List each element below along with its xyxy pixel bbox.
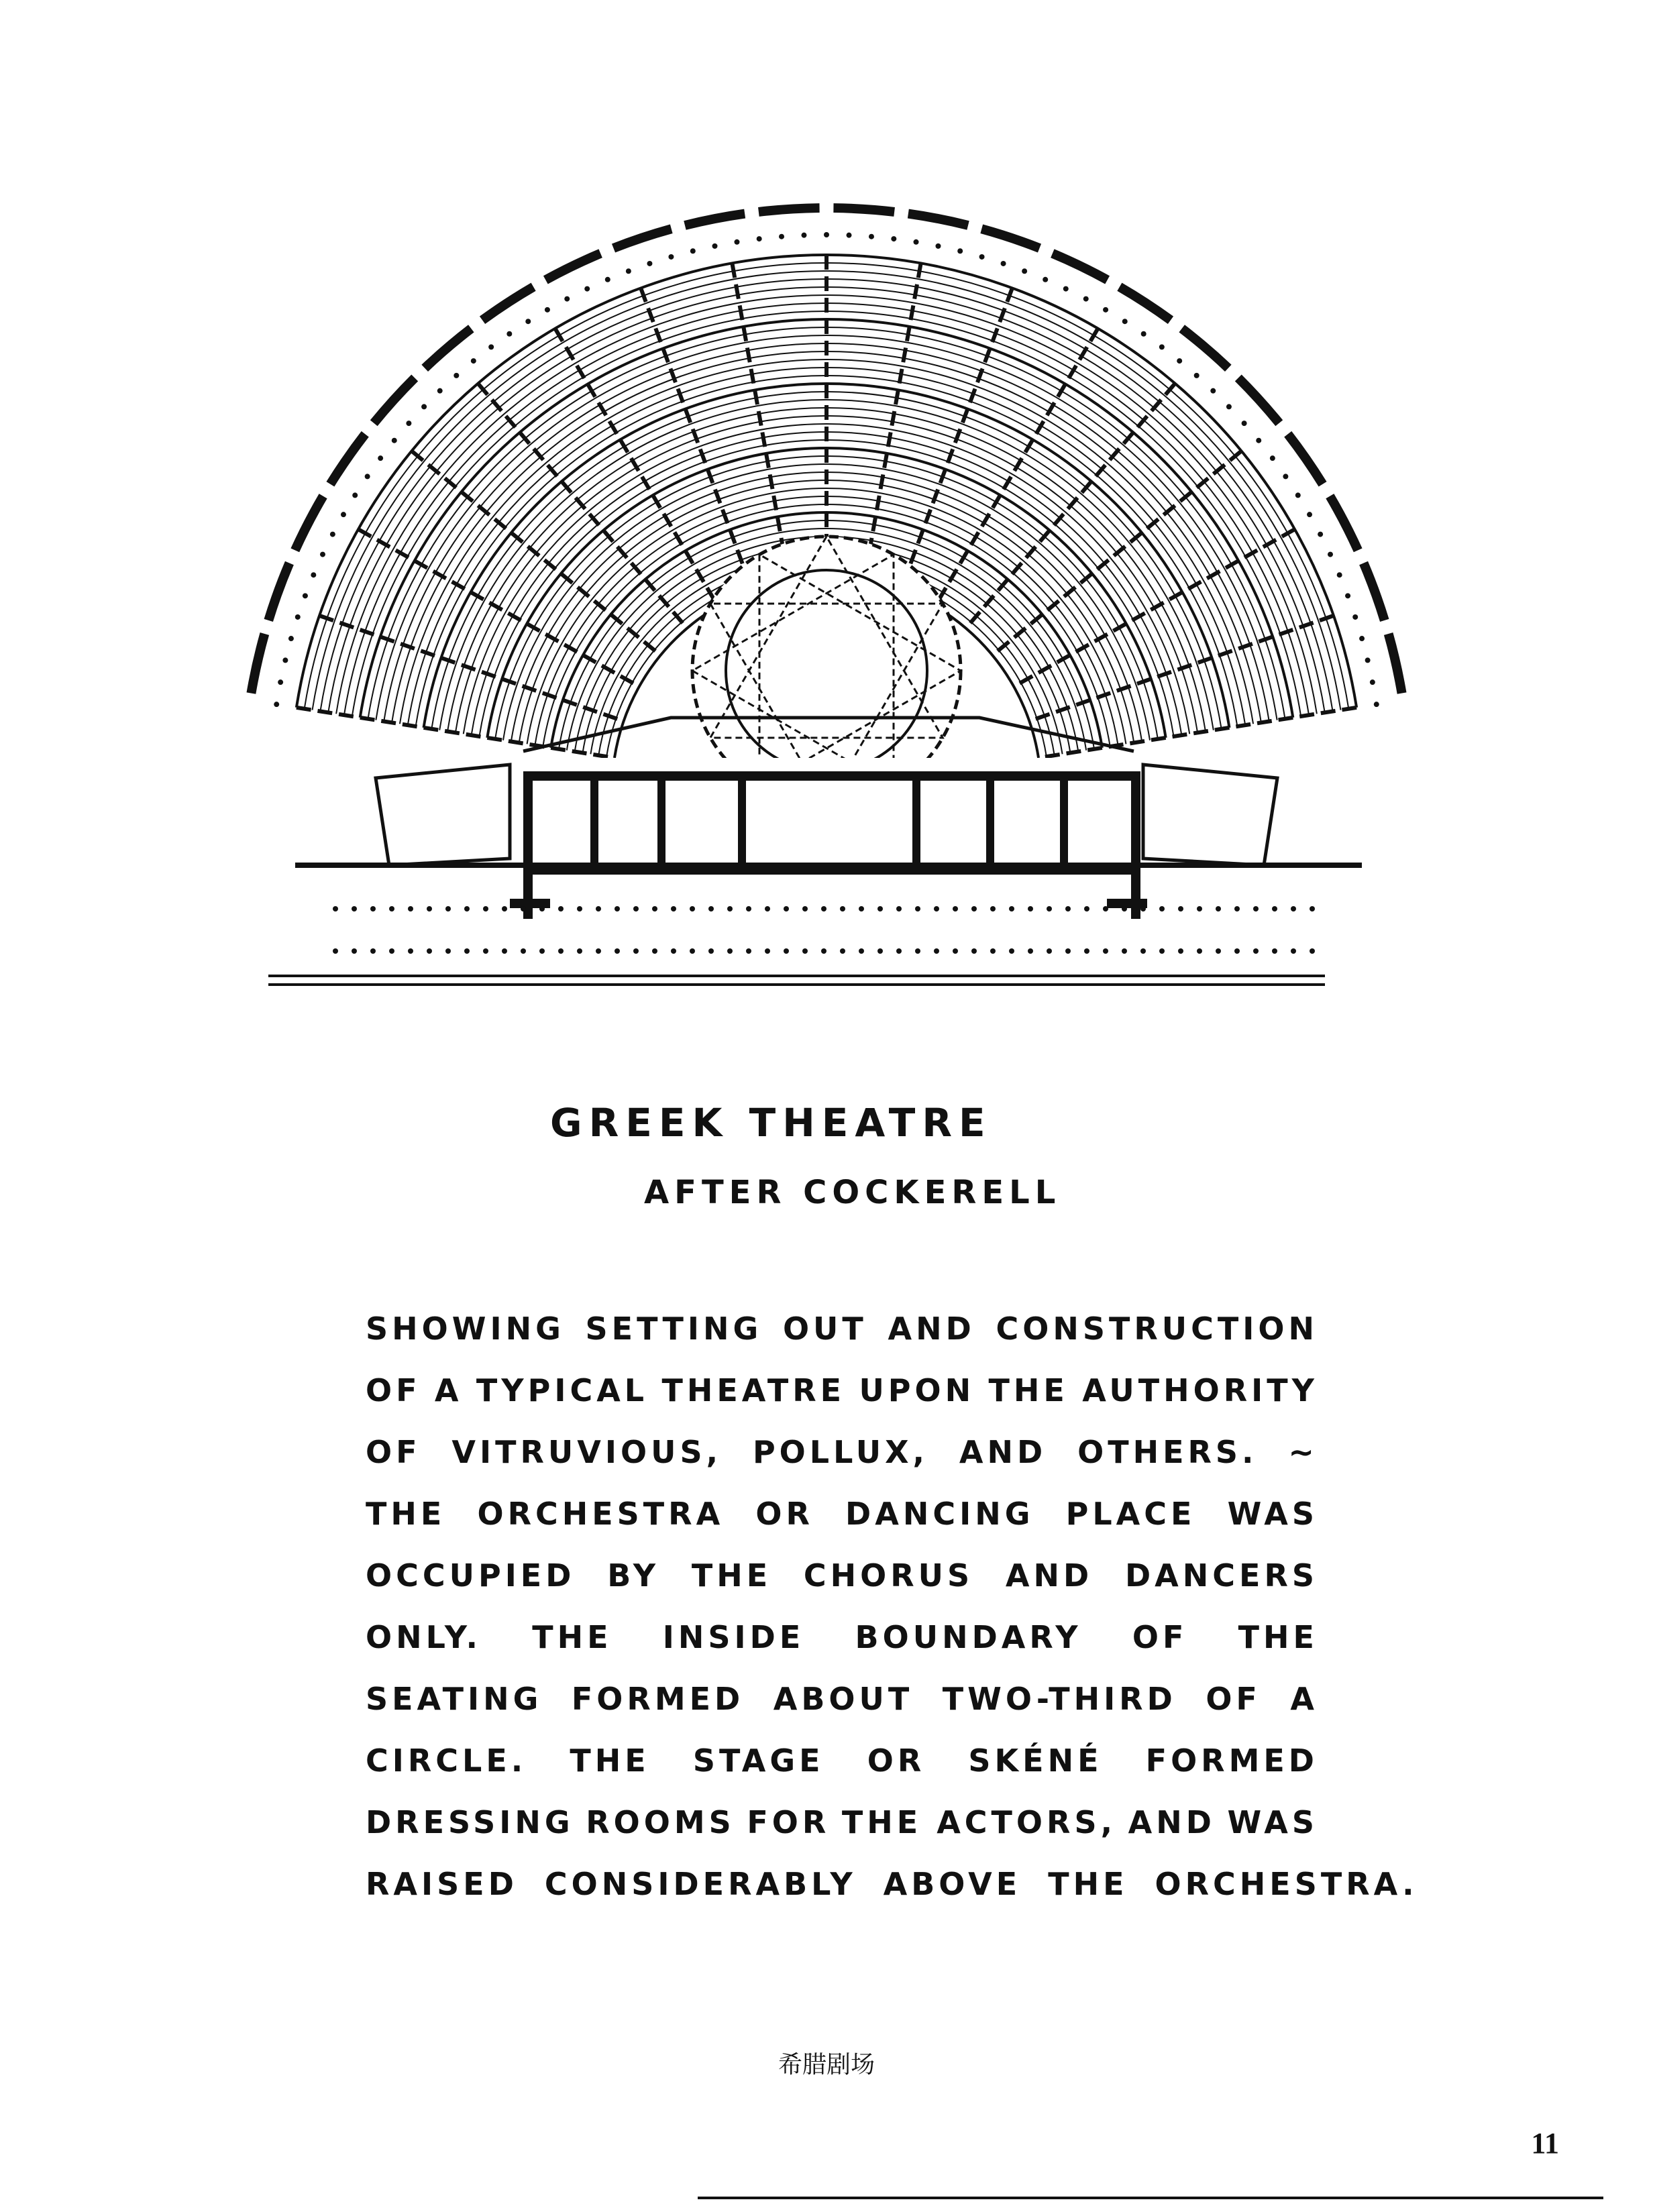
outer-wall-segment	[1120, 287, 1171, 321]
colonnade-dot	[1242, 421, 1247, 426]
portico-dot	[445, 906, 451, 911]
portico-dot	[427, 906, 432, 911]
portico-dot	[1178, 948, 1183, 954]
portico-dot	[1253, 906, 1259, 911]
portico-dot	[784, 948, 789, 954]
portico-dot	[746, 948, 751, 954]
outer-wall-segment	[374, 378, 415, 423]
colonnade-dot	[712, 243, 718, 249]
text-line	[366, 1298, 1318, 1360]
portico-dot	[521, 948, 526, 954]
colonnade-dot	[668, 254, 674, 260]
portico-dot	[1028, 906, 1033, 911]
colonnade-dot	[295, 614, 301, 620]
portico-dot	[840, 948, 845, 954]
portico-dot	[934, 948, 939, 954]
portico-dot	[1103, 906, 1108, 911]
text-word: A	[1290, 1681, 1318, 1717]
portico-dot	[652, 948, 657, 954]
colonnade-dot	[1283, 474, 1288, 479]
colonnade-dot	[1159, 344, 1165, 349]
colonnade-dot	[288, 636, 294, 641]
portico-dot	[821, 906, 826, 911]
text-word: DRESSING	[366, 1804, 574, 1840]
colonnade-dot	[1001, 261, 1006, 266]
portico-dot	[1253, 948, 1259, 954]
outer-wall-segment	[833, 208, 894, 212]
text-line	[366, 1483, 1318, 1545]
colonnade-dot	[824, 232, 829, 237]
portico-dot	[708, 906, 714, 911]
colonnade-dot	[1122, 319, 1128, 324]
portico-dot	[802, 906, 808, 911]
portico-dot	[971, 906, 977, 911]
text-word: OR	[867, 1743, 926, 1779]
stage-wall	[1107, 899, 1147, 908]
portico-dot	[1047, 948, 1052, 954]
drawing-subtitle: AFTER COCKERELL	[644, 1174, 1061, 1211]
portico-dot	[1065, 906, 1071, 911]
text-word: A	[434, 1372, 463, 1408]
portico-dot	[483, 948, 488, 954]
colonnade-dot	[406, 421, 411, 426]
text-word: THE	[1238, 1619, 1318, 1655]
portico-dot	[727, 906, 733, 911]
portico-dot	[502, 948, 507, 954]
outer-wall-segment	[1182, 329, 1228, 368]
text-word: CONSIDERABLY	[544, 1866, 857, 1902]
portico-dot	[802, 948, 808, 954]
text-word: THEATRE	[661, 1372, 846, 1408]
text-word: WAS	[1227, 1496, 1318, 1532]
colonnade-dot	[734, 239, 739, 245]
text-word: THE	[1048, 1866, 1128, 1902]
portico-dot	[1310, 906, 1315, 911]
colonnade-dot	[365, 474, 370, 479]
portico-dot	[690, 906, 695, 911]
colonnade-dot	[454, 373, 459, 378]
outer-wall-segment	[1389, 634, 1402, 694]
portico-dot	[408, 906, 413, 911]
colonnade-dot	[330, 532, 335, 537]
colonnade-dot	[1083, 296, 1089, 302]
text-word: THE	[532, 1619, 612, 1655]
colonnade-dot	[392, 438, 397, 443]
text-word: UPON	[859, 1372, 975, 1408]
colonnade-dot	[626, 268, 631, 274]
portico-dot	[877, 906, 883, 911]
colonnade-dot	[979, 254, 985, 260]
portico-dot	[1103, 948, 1108, 954]
chinese-caption: 希腊剧场	[778, 2051, 875, 2079]
portico-dot	[464, 948, 470, 954]
colonnade-dot	[1256, 438, 1261, 443]
colonnade-dot	[914, 239, 919, 245]
colonnade-dot	[1365, 657, 1371, 663]
portico-dot	[990, 948, 996, 954]
portico-dot	[1140, 948, 1146, 954]
portico-dot	[971, 948, 977, 954]
text-word: POLLUX,	[752, 1434, 929, 1470]
greek-theatre-plan-drawing	[0, 0, 1653, 1006]
colonnade-dot	[311, 572, 316, 577]
portico-dot	[746, 906, 751, 911]
colonnade-dot	[564, 296, 570, 302]
portico-dot	[389, 906, 394, 911]
colonnade-dot	[584, 286, 590, 292]
outer-wall-segment	[685, 214, 745, 225]
colonnade-dot	[1194, 373, 1199, 378]
text-word: AND	[888, 1311, 975, 1347]
portico-dot	[953, 906, 958, 911]
portico-dot	[1140, 906, 1146, 911]
text-word: CIRCLE.	[366, 1743, 527, 1779]
colonnade-dot	[757, 236, 762, 241]
portico-dot	[370, 906, 376, 911]
portico-dot	[1065, 948, 1071, 954]
text-word: CHORUS	[803, 1557, 974, 1594]
colonnade-dot	[1022, 268, 1027, 274]
outer-wall-segment	[1288, 434, 1323, 484]
text-word: DANCING	[845, 1496, 1034, 1532]
portico-dot	[1122, 906, 1127, 911]
text-word: BY	[607, 1557, 660, 1594]
text-word: OF	[1132, 1619, 1188, 1655]
outer-wall-segment	[1053, 254, 1108, 280]
text-word: ORCHESTRA	[477, 1496, 725, 1532]
portico-dot	[1216, 948, 1221, 954]
text-word: THE	[366, 1496, 446, 1532]
colonnade-dot	[1374, 702, 1379, 707]
text-word: THE	[988, 1372, 1069, 1408]
colonnade-dot	[471, 358, 476, 364]
text-word: OF	[1206, 1681, 1261, 1717]
text-word: ~	[1288, 1434, 1318, 1470]
outer-wall-segment	[330, 434, 365, 484]
stage-wall	[912, 771, 920, 872]
colonnade-dot	[545, 307, 550, 313]
colonnade-dot	[801, 233, 806, 238]
portico-dot	[1009, 948, 1014, 954]
stage-wall	[590, 771, 598, 872]
portico-dot	[1216, 906, 1221, 911]
portico-dot	[1159, 948, 1165, 954]
text-word: ORCHESTRA.	[1155, 1866, 1418, 1902]
portico-dot	[765, 948, 770, 954]
colonnade-dot	[1295, 492, 1301, 498]
colonnade-dot	[1307, 512, 1312, 517]
outer-wall-segment	[614, 229, 672, 248]
colonnade-dot	[1270, 455, 1275, 461]
portico-dot	[727, 948, 733, 954]
text-word: FORMED	[1145, 1743, 1318, 1779]
text-line	[366, 1791, 1318, 1853]
page-number: 11	[1531, 2127, 1559, 2160]
portico-dot	[896, 906, 902, 911]
text-word: SHOWING	[366, 1311, 565, 1347]
outer-wall-segment	[1238, 378, 1279, 423]
portico-dot	[915, 948, 920, 954]
portico-dot	[577, 906, 582, 911]
colonnade-dot	[605, 277, 610, 282]
text-word: AND	[959, 1434, 1047, 1470]
colonnade-dot	[1210, 388, 1216, 394]
text-word: OCCUPIED	[366, 1557, 576, 1594]
portico-dot	[877, 948, 883, 954]
radial-stairway	[1045, 708, 1356, 757]
outer-wall-segment	[251, 634, 264, 694]
colonnade-dot	[1103, 307, 1108, 313]
portico-dot	[558, 948, 564, 954]
colonnade-dot	[303, 593, 308, 598]
text-word: AND	[1128, 1804, 1216, 1840]
text-word: THE	[691, 1557, 772, 1594]
text-word: ROOMS	[586, 1804, 735, 1840]
outer-wall-segment	[908, 214, 968, 225]
colonnade-dot	[869, 234, 874, 239]
text-word: WAS	[1227, 1804, 1318, 1840]
outer-wall-segment	[268, 563, 289, 620]
colonnade-dot	[1177, 358, 1182, 364]
colonnade-dot	[891, 236, 896, 241]
text-word: RAISED	[366, 1866, 518, 1902]
portico-dot	[633, 948, 639, 954]
colonnade-dot	[1318, 532, 1323, 537]
portico-dot	[671, 906, 676, 911]
stage-wall	[1060, 771, 1068, 872]
colonnade-dot	[935, 243, 941, 249]
portico-dot	[558, 906, 564, 911]
text-word: OTHERS.	[1077, 1434, 1258, 1470]
portico-dot	[1178, 906, 1183, 911]
text-line	[366, 1668, 1318, 1730]
portico-dot	[671, 948, 676, 954]
portico-dot	[521, 906, 526, 911]
colonnade-dot	[506, 331, 512, 337]
text-line	[366, 1730, 1318, 1791]
colonnade-dot	[1043, 277, 1048, 282]
portico-dot	[502, 906, 507, 911]
colonnade-dot	[1359, 636, 1365, 641]
colonnade-dot	[274, 702, 279, 707]
colonnade-dot	[282, 657, 288, 663]
colonnade-dot	[421, 404, 427, 409]
portico-dot	[464, 906, 470, 911]
colonnade-dot	[690, 248, 696, 254]
portico-dot	[821, 948, 826, 954]
portico-dot	[1084, 906, 1089, 911]
portico-dot	[1122, 948, 1127, 954]
portico-dot	[370, 948, 376, 954]
outer-wall-segment	[482, 287, 533, 321]
outer-wall-segment	[759, 208, 820, 212]
portico-dot	[1084, 948, 1089, 954]
text-word: PLACE	[1065, 1496, 1196, 1532]
text-word: FORMED	[571, 1681, 745, 1717]
portico-dot	[1197, 948, 1202, 954]
portico-dot	[333, 948, 338, 954]
outer-wall-segment	[545, 254, 600, 280]
portico-dot	[1310, 948, 1315, 954]
stage-wall	[523, 771, 533, 919]
portico-dot	[539, 906, 545, 911]
text-word: FOR	[747, 1804, 831, 1840]
colonnade-dot	[779, 234, 784, 239]
orchestra-inner-circle	[726, 570, 927, 771]
portico-dot	[1009, 906, 1014, 911]
portico-dot	[445, 948, 451, 954]
colonnade-dot	[647, 261, 652, 266]
outer-wall-segment	[295, 496, 323, 551]
text-word: TWO-THIRD	[942, 1681, 1177, 1717]
portico-dot	[990, 906, 996, 911]
colonnade-dot	[1226, 404, 1232, 409]
text-word: AUTHORITY	[1082, 1372, 1318, 1408]
left-parodos	[376, 765, 510, 865]
portico-dot	[708, 948, 714, 954]
colonnade-dot	[1352, 614, 1358, 620]
text-word: AND	[1005, 1557, 1094, 1594]
colonnade-dot	[1370, 679, 1375, 685]
portico-dot	[352, 948, 357, 954]
portico-dot	[577, 948, 582, 954]
portico-dot	[408, 948, 413, 954]
text-word: INSIDE	[662, 1619, 805, 1655]
outer-wall-segment	[425, 329, 471, 368]
text-word: ABOUT	[773, 1681, 914, 1717]
colonnade-dot	[341, 512, 346, 517]
text-word: THE	[570, 1743, 650, 1779]
colonnade-dot	[1141, 331, 1147, 337]
portico-dot	[633, 906, 639, 911]
stage-wall	[523, 771, 1140, 781]
stage-wall	[1131, 771, 1140, 919]
text-word: CONSTRUCTION	[996, 1311, 1318, 1347]
text-word: OR	[755, 1496, 814, 1532]
text-word: ONLY.	[366, 1619, 482, 1655]
colonnade-dot	[1328, 552, 1333, 557]
text-word: OF	[366, 1434, 421, 1470]
colonnade-dot	[1345, 593, 1350, 598]
text-word: OF	[366, 1372, 421, 1408]
portico-dot	[615, 948, 620, 954]
footer-rule	[698, 2197, 1603, 2199]
portico-dot	[1159, 906, 1165, 911]
colonnade-dot	[1063, 286, 1069, 292]
portico-dot	[427, 948, 432, 954]
right-parodos	[1143, 765, 1277, 865]
portico-dot	[652, 906, 657, 911]
colonnade-dot	[1337, 572, 1342, 577]
description-text	[366, 1298, 1418, 1915]
portico-dot	[352, 906, 357, 911]
stage-wall	[657, 771, 665, 872]
text-line	[366, 1853, 1418, 1915]
portico-dot	[915, 906, 920, 911]
text-word: SETTING	[585, 1311, 763, 1347]
portico-dot	[859, 906, 864, 911]
text-line	[366, 1545, 1318, 1606]
stage-wall	[986, 771, 994, 872]
portico-dot	[1291, 906, 1296, 911]
portico-dot	[483, 906, 488, 911]
portico-dot	[1272, 906, 1277, 911]
colonnade-dot	[352, 492, 358, 498]
portico-dot	[596, 906, 601, 911]
text-word: SEATING	[366, 1681, 543, 1717]
outer-wall-segment	[981, 229, 1039, 248]
text-line	[366, 1421, 1318, 1483]
text-word: VITRUVIOUS,	[451, 1434, 723, 1470]
drawing-title: GREEK THEATRE	[550, 1100, 992, 1146]
colonnade-dot	[278, 679, 283, 685]
stage-wall	[738, 771, 746, 872]
portico-dot	[784, 906, 789, 911]
portico-dot	[1291, 948, 1296, 954]
portico-dot	[596, 948, 601, 954]
text-word: ABOVE	[883, 1866, 1022, 1902]
text-word: DANCERS	[1124, 1557, 1318, 1594]
text-word: SKÉNÉ	[968, 1743, 1103, 1779]
outer-wall-segment	[1364, 563, 1385, 620]
portico-dot	[1028, 948, 1033, 954]
text-word: STAGE	[692, 1743, 824, 1779]
text-line	[366, 1360, 1318, 1421]
colonnade-dot	[525, 319, 531, 324]
portico-dot	[859, 948, 864, 954]
portico-dot	[1047, 906, 1052, 911]
portico-dot	[690, 948, 695, 954]
portico-dot	[765, 906, 770, 911]
portico-dot	[896, 948, 902, 954]
portico-dot	[1234, 948, 1240, 954]
colonnade-dot	[957, 248, 963, 254]
text-word: TYPICAL	[476, 1372, 649, 1408]
colonnade-dot	[378, 455, 383, 461]
text-word: OUT	[782, 1311, 867, 1347]
portico-dot	[389, 948, 394, 954]
portico-dot	[840, 906, 845, 911]
portico-dot	[934, 906, 939, 911]
portico-dot	[539, 948, 545, 954]
portico-dot	[1272, 948, 1277, 954]
portico-dot	[615, 906, 620, 911]
portico-dot	[953, 948, 958, 954]
portico-dot	[333, 906, 338, 911]
colonnade-dot	[847, 233, 852, 238]
text-word: THE ACTORS,	[841, 1804, 1117, 1840]
outer-wall-segment	[1330, 496, 1358, 551]
portico-dot	[1234, 906, 1240, 911]
portico-dot	[1197, 906, 1202, 911]
text-word: BOUNDARY	[855, 1619, 1082, 1655]
colonnade-dot	[488, 344, 494, 349]
stage-wall	[510, 899, 550, 908]
radial-stairway	[297, 708, 608, 757]
colonnade-dot	[437, 388, 443, 394]
text-line	[366, 1606, 1318, 1668]
colonnade-dot	[320, 552, 325, 557]
